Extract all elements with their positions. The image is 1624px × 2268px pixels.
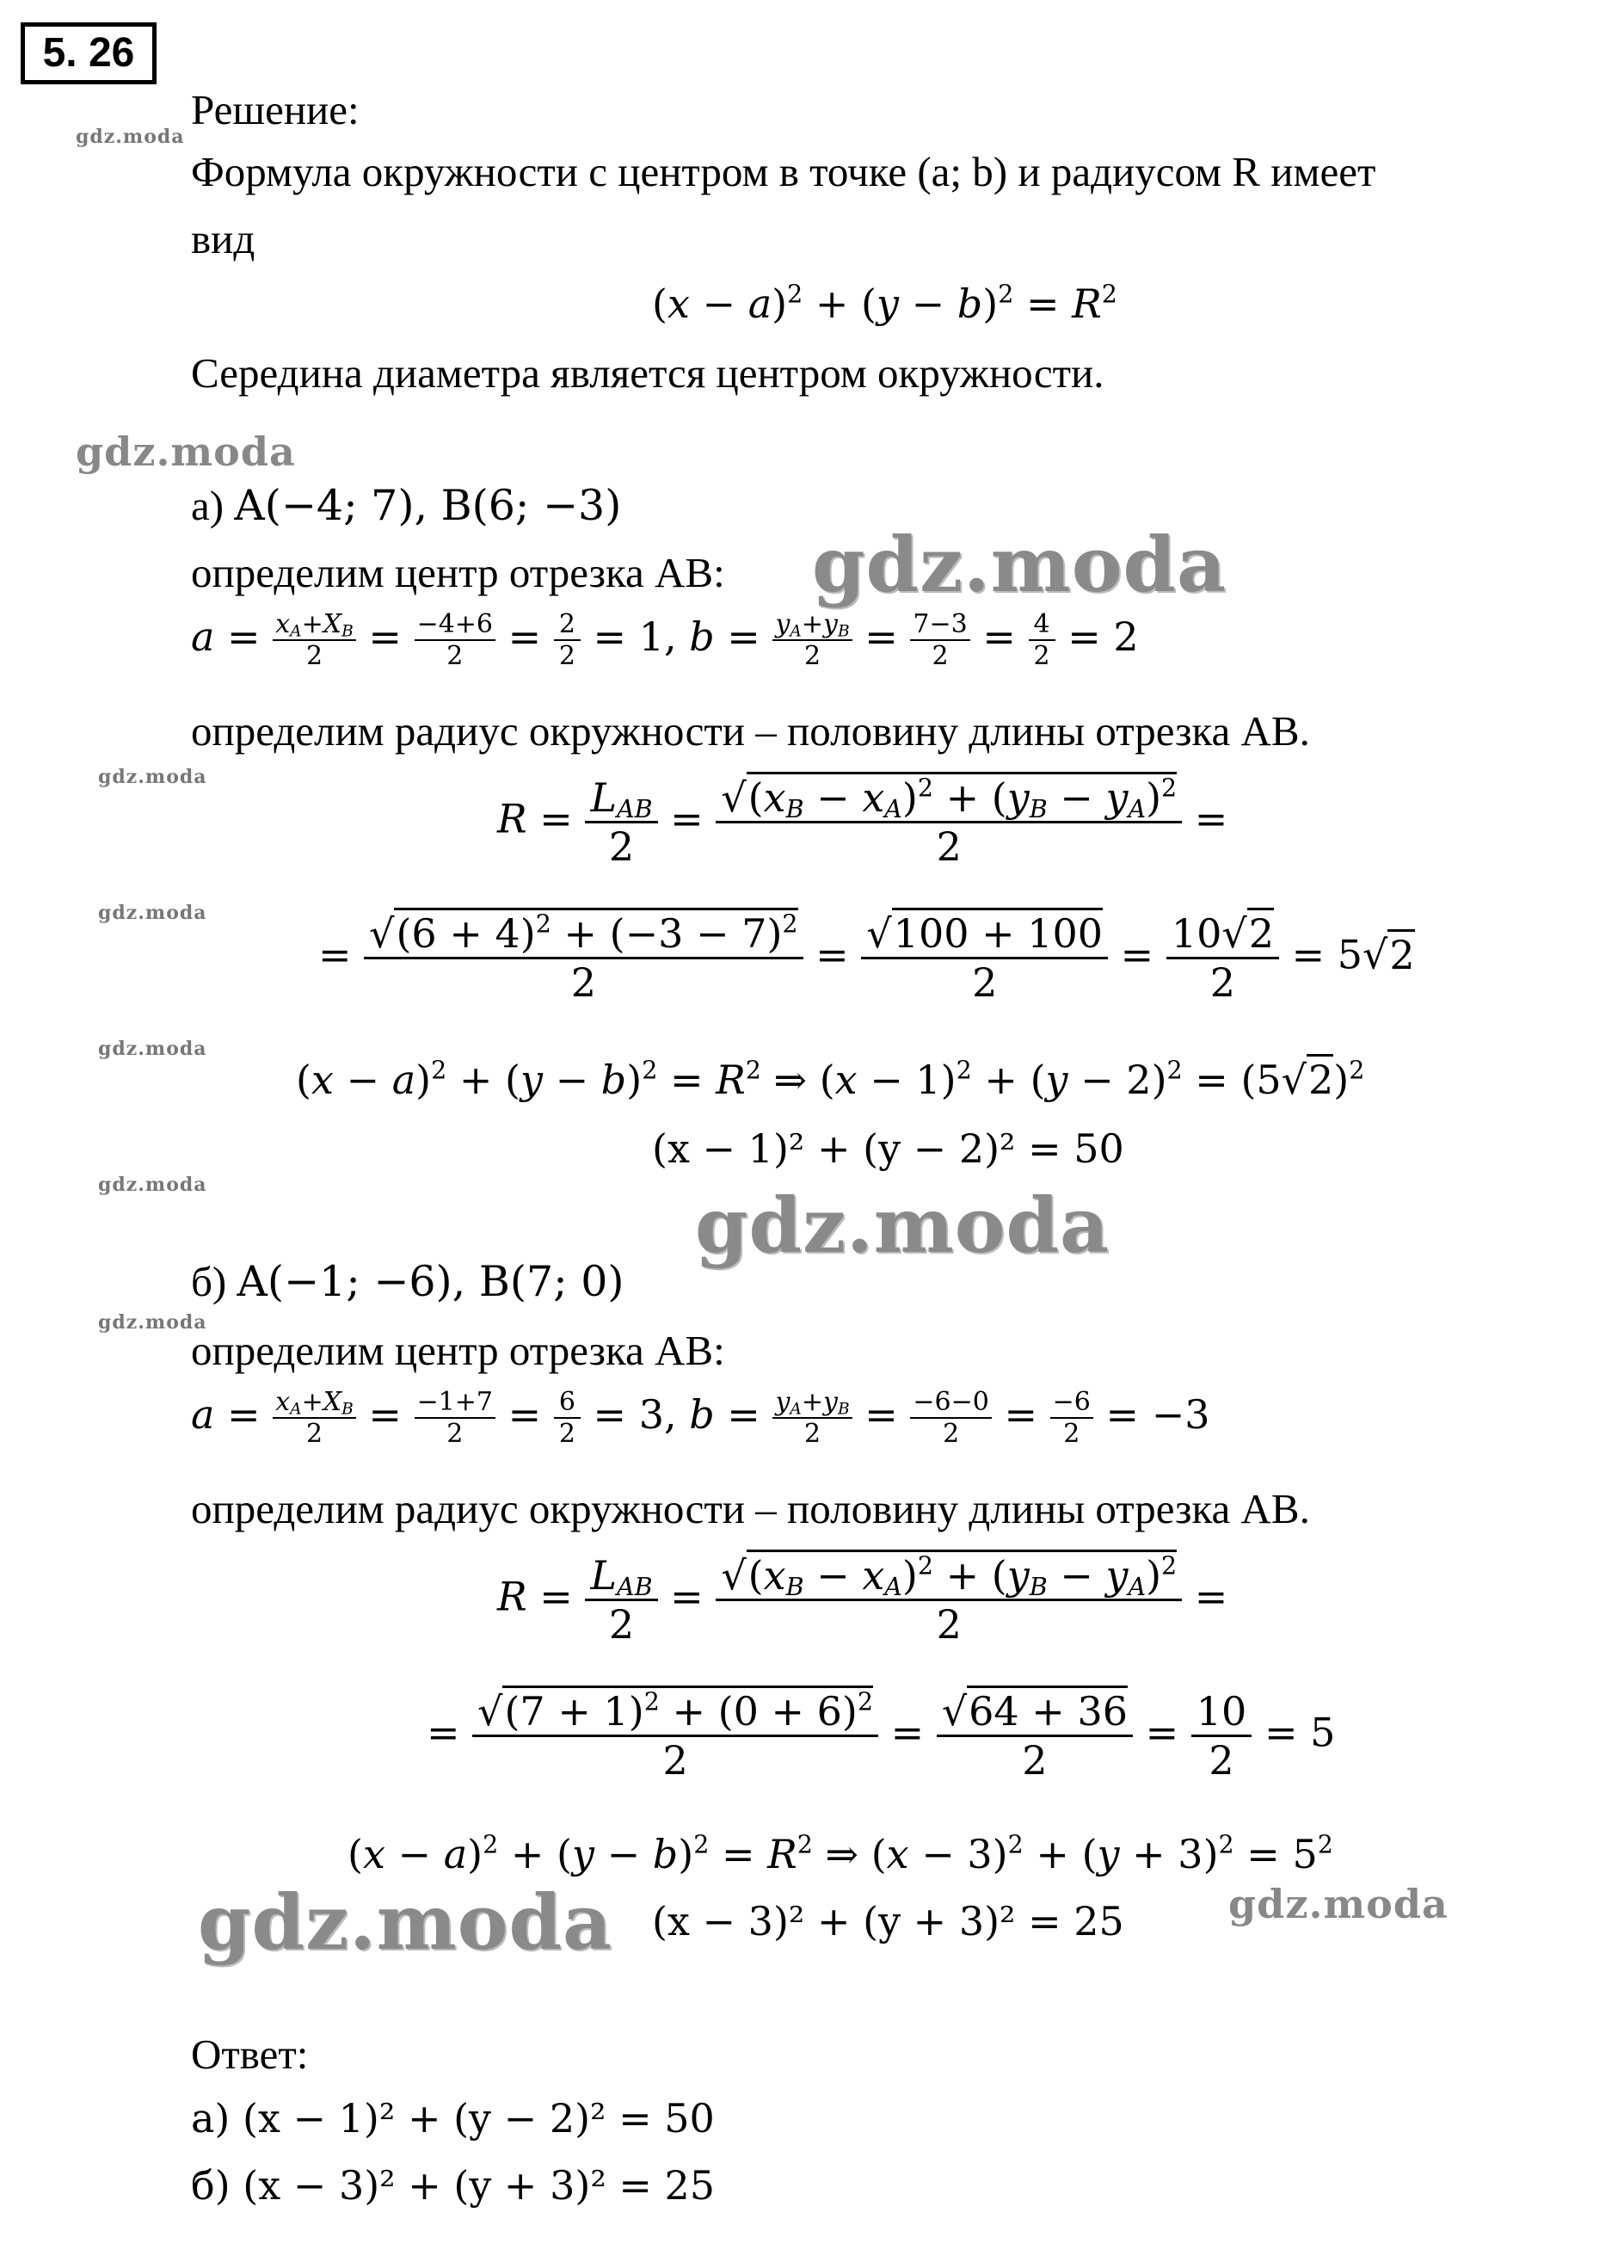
watermark: gdz.moda (98, 1174, 207, 1196)
part-b-radius-calc: = $\frac{√(7 + 1)^2 + (0 + 6)^2}{2}$ = $\frac{√64 + 36}{2}$ = $\frac{10}{2}$ = 5 (427, 1688, 1335, 1784)
watermark: gdz.moda (812, 520, 1227, 609)
part-a-result: (x − 1)² + (y − 2)² = 50 (652, 1125, 1124, 1172)
part-b-result: (x − 3)² + (y + 3)² = 25 (652, 1898, 1124, 1944)
part-b-header (191, 1256, 624, 1308)
answer-a: а) (x − 1)² + (y − 2)² = 50 (191, 2095, 715, 2142)
watermark: gdz.moda (198, 1877, 613, 1967)
part-b-radius-phrase: определим радиус окружности – половину длины отрезка AB. (191, 1485, 1310, 1532)
intro-line-2: вид (191, 215, 255, 262)
part-a-radius-formula: R = $\frac{L_{AB}}{2}$ = $\frac{√(x_B - x_A)^2 + (y_B - y_A)^2}{2}$ = (497, 774, 1227, 870)
answer-label: Ответ: (191, 2031, 309, 2078)
circle-formula: $(x - a)^2 + (y - b)^2 = R^2$ (652, 280, 1117, 327)
part-b-points: A(−1; −6), B(7; 0) (237, 1257, 624, 1306)
answer-b: б) (x − 3)² + (y + 3)² = 25 (191, 2162, 716, 2209)
watermark: gdz.moda (76, 126, 185, 148)
task-number-box: 5. 26 (21, 22, 157, 84)
solution-label: Решение: (191, 86, 360, 133)
part-a-header (191, 480, 621, 532)
part-b-center-phrase: определим центр отрезка AB: (191, 1327, 725, 1374)
midpoint-note: Середина диаметра является центром окружности. (191, 349, 1104, 397)
part-a-label: а) (191, 482, 225, 529)
part-b-center-calc: a = $\frac{x_A+X_B}{2}$ = $\frac{-1+7}{2}$ = $\frac{6}{2}$ = 3, b = $\frac{y_A+y_B}{2}$ = $\frac{-6-0}{2}$ = $\frac{-6}{2}$ = −3 (191, 1387, 1210, 1449)
part-b-substitution: $(x - a)^2 + (y - b)^2 = R^2$ ⇒ $(x - 3)^2 + (y + 3)^2 = 5^2$ (348, 1830, 1333, 1877)
watermark: gdz.moda (76, 428, 296, 475)
watermark: gdz.moda (98, 766, 207, 788)
watermark: gdz.moda (98, 1038, 207, 1060)
part-a-center-calc: a = $\frac{x_A+X_B}{2}$ = $\frac{-4+6}{2}$ = $\frac{2}{2}$ = 1, b = $\frac{y_A+y_B}{2}$ = $\frac{7-3}{2}$ = $\frac{4}{2}$ = 2 (191, 609, 1139, 671)
part-a-radius-calc: = $\frac{√(6 + 4)^2 + (-3 - 7)^2}{2}$ = $\frac{√100 + 100}{2}$ = $\frac{10√2}{2}$ = 5√2 (318, 910, 1415, 1006)
part-a-points: A(−4; 7), B(6; −3) (234, 481, 622, 530)
watermark: gdz.moda (98, 902, 207, 924)
part-b-label: б) (191, 1258, 227, 1305)
watermark: gdz.moda (695, 1180, 1110, 1270)
part-b-radius-formula: R = $\frac{L_{AB}}{2}$ = $\frac{√(x_B - x_A)^2 + (y_B - y_A)^2}{2}$ = (497, 1552, 1227, 1648)
intro-line-1: Формула окружности с центром в точке (a; b) и радиусом R имеет (191, 148, 1376, 195)
part-a-radius-phrase: определим радиус окружности – половину длины отрезка AB. (191, 707, 1310, 755)
watermark: gdz.moda (98, 1311, 207, 1334)
part-a-center-phrase: определим центр отрезка AB: (191, 549, 725, 596)
watermark: gdz.moda (1228, 1881, 1449, 1927)
part-a-substitution: $(x - a)^2 + (y - b)^2 = R^2$ ⇒ $(x - 1)^2 + (y - 2)^2 = (5√2)^2$ (296, 1057, 1364, 1103)
